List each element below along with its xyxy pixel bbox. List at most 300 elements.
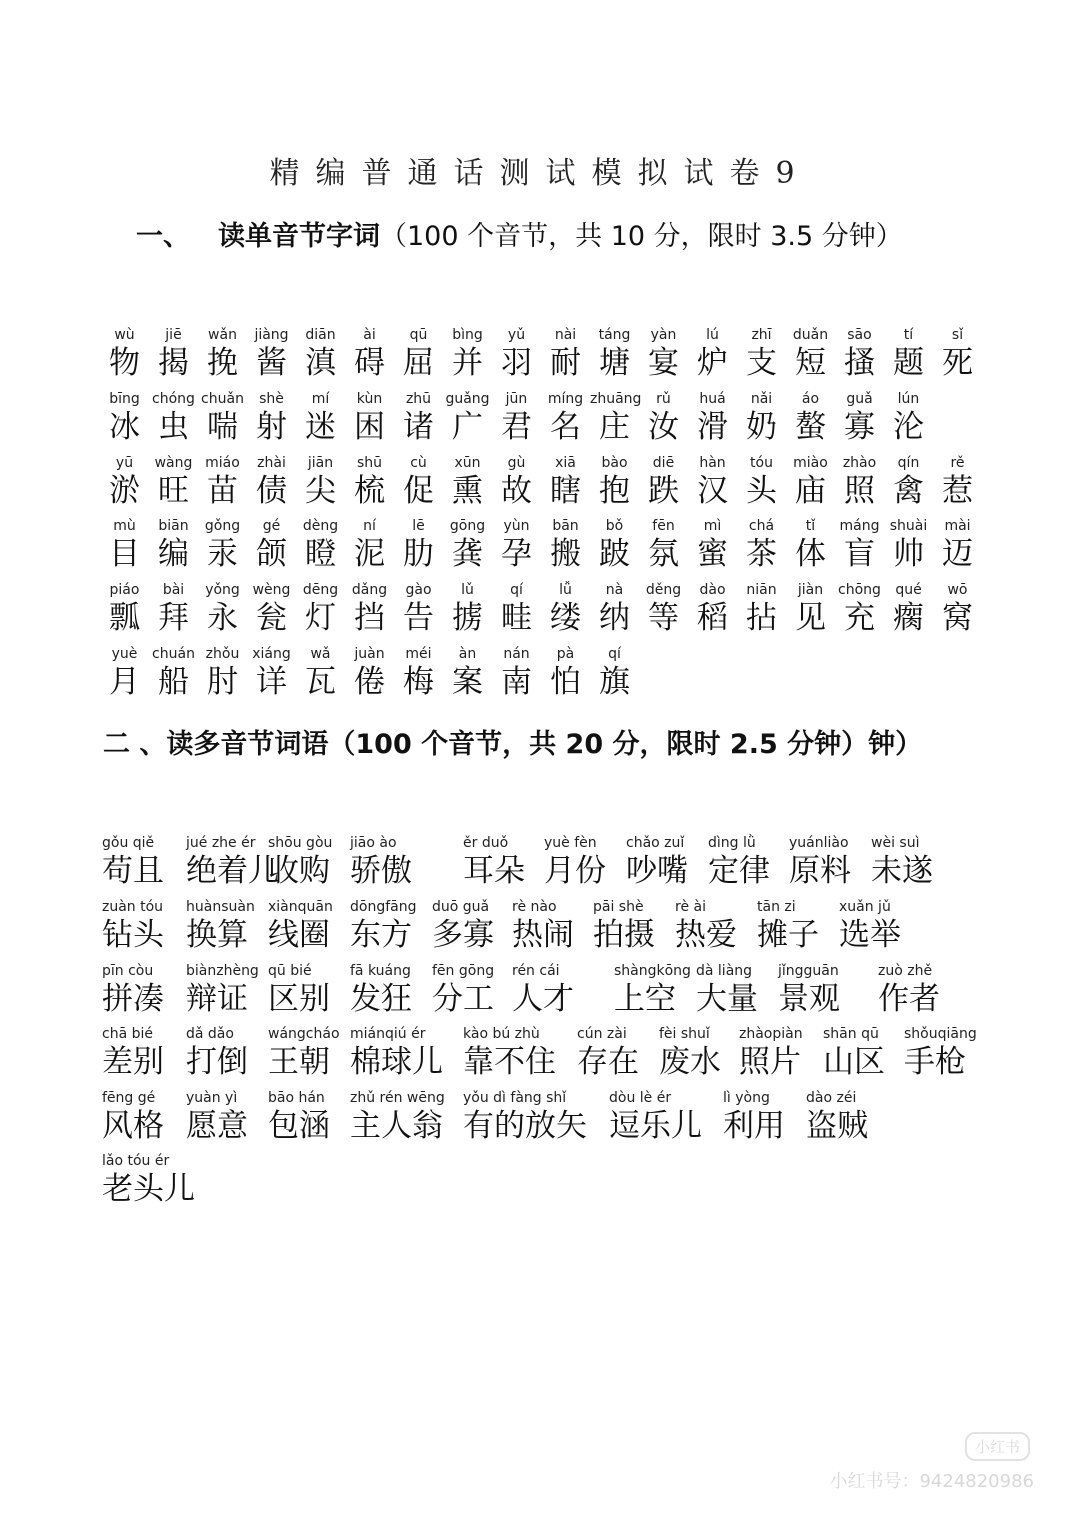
word-item [102, 962, 164, 1018]
char-cell [786, 517, 835, 573]
word-item [675, 898, 737, 954]
char-cell [639, 326, 688, 382]
page-title: 精编普通话测试模拟试卷9 [269, 156, 811, 191]
char-cell [737, 517, 786, 573]
word-hanzi: 景观 [778, 981, 840, 1017]
hanzi: 盲 [844, 536, 875, 572]
word-item [463, 1025, 556, 1081]
hanzi: 南 [501, 664, 532, 700]
word-pinyin: chā bié [102, 1026, 153, 1042]
hanzi: 怕 [550, 664, 581, 700]
char-cell [933, 581, 982, 637]
word-row [102, 1089, 1042, 1151]
pinyin: yàn [650, 327, 677, 343]
word-item [723, 1089, 785, 1145]
pinyin: lǔ [461, 582, 474, 598]
pinyin: mù [113, 518, 136, 534]
pinyin: hàn [699, 455, 726, 471]
pinyin: dào [699, 582, 726, 598]
word-item [739, 1025, 803, 1081]
watermark-text: 小红书号：9424820986 [829, 1471, 1034, 1492]
char-cell [590, 581, 639, 637]
word-hanzi: 东方 [350, 917, 412, 953]
word-item [593, 898, 655, 954]
word-item [904, 1025, 977, 1081]
hanzi: 目 [109, 536, 140, 572]
word-item [102, 834, 164, 890]
char-cell [835, 454, 884, 510]
char-cell [198, 517, 247, 573]
word-hanzi: 定律 [708, 853, 770, 889]
char-cell [737, 581, 786, 637]
hanzi: 惹 [942, 473, 973, 509]
char-cell [541, 390, 590, 446]
char-cell [884, 390, 933, 446]
pinyin: chōng [838, 582, 881, 598]
word-pinyin: fā kuáng [350, 963, 411, 979]
pinyin: yū [115, 455, 134, 471]
word-pinyin: zhàopiàn [739, 1026, 803, 1042]
pinyin: gào [405, 582, 432, 598]
char-row [100, 390, 1000, 450]
word-pinyin: qū bié [268, 963, 312, 979]
pinyin: biān [158, 518, 189, 534]
word-pinyin: wángcháo [268, 1026, 340, 1042]
hanzi: 迈 [942, 536, 973, 572]
word-item [708, 834, 770, 890]
word-pinyin: miánqiú ér [350, 1026, 426, 1042]
word-item [463, 1089, 587, 1145]
pinyin: lú [706, 327, 719, 343]
pinyin: qí [510, 582, 523, 598]
word-pinyin: shàngkōng [614, 963, 691, 979]
word-item [268, 962, 330, 1018]
word-item [102, 898, 164, 954]
word-hanzi: 照片 [739, 1044, 801, 1080]
word-hanzi: 耳朵 [463, 853, 525, 889]
word-hanzi: 靠不住 [463, 1044, 556, 1080]
pinyin: duǎn [792, 327, 829, 343]
char-cell [443, 517, 492, 573]
word-pinyin: rén cái [512, 963, 560, 979]
word-hanzi: 逗乐儿 [609, 1108, 702, 1144]
pinyin: sǐ [951, 327, 964, 343]
word-hanzi: 苟且 [102, 853, 164, 889]
word-item [350, 1089, 445, 1145]
word-item [614, 962, 691, 1018]
char-cell [198, 390, 247, 446]
char-cell [394, 390, 443, 446]
word-pinyin: dào zéi [806, 1090, 857, 1106]
word-hanzi: 摊子 [757, 917, 819, 953]
hanzi: 屈 [403, 345, 434, 381]
char-cell [541, 581, 590, 637]
pinyin: nǎi [750, 391, 773, 407]
hanzi: 体 [795, 536, 826, 572]
word-pinyin: cún zài [577, 1026, 627, 1042]
word-hanzi: 废水 [659, 1044, 721, 1080]
word-hanzi: 热爱 [675, 917, 737, 953]
pinyin: qū [409, 327, 428, 343]
pinyin: bǒ [605, 518, 624, 534]
word-pinyin: fèi shuǐ [659, 1026, 710, 1042]
word-hanzi: 大量 [696, 981, 758, 1017]
word-item [609, 1089, 702, 1145]
word-pinyin: dǎ dǎo [186, 1026, 234, 1042]
word-pinyin: dòu lè ér [609, 1090, 672, 1106]
word-pinyin: jǐngguān [778, 963, 839, 979]
hanzi: 苗 [207, 473, 238, 509]
word-hanzi: 包涵 [268, 1108, 330, 1144]
char-cell [296, 645, 345, 701]
word-hanzi: 打倒 [186, 1044, 248, 1080]
word-pinyin: zuàn tóu [102, 899, 164, 915]
pinyin: dèng [302, 518, 339, 534]
hanzi: 禽 [893, 473, 924, 509]
word-pinyin: biànzhèng [186, 963, 259, 979]
hanzi: 稻 [697, 600, 728, 636]
char-cell [492, 581, 541, 637]
char-cell [541, 517, 590, 573]
word-item [432, 962, 494, 1018]
hanzi: 碍 [354, 345, 385, 381]
word-hanzi: 钻头 [102, 917, 164, 953]
word-hanzi: 未遂 [871, 853, 933, 889]
word-hanzi: 愿意 [186, 1108, 248, 1144]
pinyin: ní [363, 518, 376, 534]
char-cell [590, 454, 639, 510]
pinyin: fēn [652, 518, 675, 534]
word-item [512, 962, 574, 1018]
char-cell [492, 390, 541, 446]
hanzi: 氛 [648, 536, 679, 572]
char-cell [198, 645, 247, 701]
section1-number: 一、 [136, 221, 190, 252]
char-row [100, 645, 1000, 705]
char-cell [149, 390, 198, 446]
pinyin: gù [507, 455, 526, 471]
word-pinyin: shān qū [823, 1026, 879, 1042]
hanzi: 充 [844, 600, 875, 636]
char-cell [394, 454, 443, 510]
char-cell [737, 454, 786, 510]
pinyin: juàn [354, 646, 385, 662]
word-pinyin: fēng gé [102, 1090, 156, 1106]
pinyin: máng [839, 518, 880, 534]
hanzi: 熏 [452, 473, 483, 509]
pinyin: diē [652, 455, 675, 471]
pinyin: rǔ [656, 391, 671, 407]
hanzi: 梅 [403, 664, 434, 700]
word-hanzi: 作者 [878, 981, 940, 1017]
word-hanzi: 上空 [614, 981, 676, 1017]
hanzi: 等 [648, 600, 679, 636]
word-hanzi: 发狂 [350, 981, 412, 1017]
hanzi: 汝 [648, 409, 679, 445]
word-item [839, 898, 901, 954]
word-pinyin: dìng lǜ [708, 835, 756, 851]
hanzi: 肘 [207, 664, 238, 700]
word-item [350, 962, 412, 1018]
char-cell [688, 581, 737, 637]
word-item [102, 1089, 164, 1145]
word-item [186, 1025, 248, 1081]
hanzi: 龚 [452, 536, 483, 572]
char-cell [492, 517, 541, 573]
char-row [100, 581, 1000, 641]
word-item [432, 898, 494, 954]
hanzi: 奶 [746, 409, 777, 445]
hanzi: 旺 [158, 473, 189, 509]
word-hanzi: 原料 [789, 853, 851, 889]
pinyin: nà [605, 582, 624, 598]
hanzi: 庙 [795, 473, 826, 509]
char-cell [639, 581, 688, 637]
char-cell [247, 517, 296, 573]
char-cell [443, 454, 492, 510]
hanzi: 宴 [648, 345, 679, 381]
word-pinyin: fēn gōng [432, 963, 495, 979]
char-cell [737, 326, 786, 382]
word-item [102, 1152, 195, 1208]
word-pinyin: yuàn yì [186, 1090, 238, 1106]
word-hanzi: 骄傲 [350, 853, 412, 889]
word-pinyin: pīn còu [102, 963, 154, 979]
word-item [186, 834, 279, 890]
pinyin: lún [897, 391, 920, 407]
char-cell [247, 581, 296, 637]
hanzi: 并 [452, 345, 483, 381]
hanzi: 见 [795, 600, 826, 636]
hanzi: 拜 [158, 600, 189, 636]
pinyin: shū [356, 455, 383, 471]
pinyin: mì [703, 518, 722, 534]
word-hanzi: 老头儿 [102, 1171, 195, 1207]
char-cell [688, 326, 737, 382]
hanzi: 船 [158, 664, 189, 700]
pinyin: pà [556, 646, 575, 662]
word-item [268, 834, 332, 890]
hanzi: 揭 [158, 345, 189, 381]
word-item [806, 1089, 868, 1145]
pinyin: yǒng [205, 582, 240, 598]
word-row [102, 962, 1042, 1024]
hanzi: 挡 [354, 600, 385, 636]
hanzi: 汉 [697, 473, 728, 509]
word-item [789, 834, 851, 890]
char-cell [296, 326, 345, 382]
char-cell [786, 326, 835, 382]
hanzi: 酱 [256, 345, 287, 381]
char-cell [198, 326, 247, 382]
word-pinyin: lì yòng [723, 1090, 770, 1106]
char-cell [345, 454, 394, 510]
char-cell [100, 645, 149, 701]
hanzi: 诸 [403, 409, 434, 445]
pinyin: guǎ [846, 391, 873, 407]
word-pinyin: shǒuqiāng [904, 1026, 977, 1042]
pinyin: wèng [252, 582, 291, 598]
hanzi: 搔 [844, 345, 875, 381]
hanzi: 掳 [452, 600, 483, 636]
pinyin: qín [897, 455, 920, 471]
pinyin: jiàn [797, 582, 824, 598]
word-pinyin: xiànquān [268, 899, 333, 915]
hanzi: 寡 [844, 409, 875, 445]
pinyin: bào [601, 455, 628, 471]
word-item [544, 834, 606, 890]
pinyin: míng [547, 391, 584, 407]
word-item [102, 1025, 164, 1081]
word-hanzi: 线圈 [268, 917, 330, 953]
hanzi: 肋 [403, 536, 434, 572]
hanzi: 淤 [109, 473, 140, 509]
word-item [350, 1025, 443, 1081]
pinyin: rě [950, 455, 965, 471]
pinyin: lǚ [559, 582, 572, 598]
word-item [871, 834, 933, 890]
word-hanzi: 存在 [577, 1044, 639, 1080]
word-pinyin: dōngfāng [350, 899, 417, 915]
word-item [463, 834, 525, 890]
char-cell [590, 517, 639, 573]
pinyin: wù [114, 327, 135, 343]
pinyin: bān [552, 518, 579, 534]
char-cell [541, 326, 590, 382]
char-cell [247, 454, 296, 510]
char-cell [296, 517, 345, 573]
char-cell [394, 326, 443, 382]
char-cell [100, 517, 149, 573]
hanzi: 支 [746, 345, 777, 381]
hanzi: 题 [893, 345, 924, 381]
char-cell [100, 390, 149, 446]
pinyin: chóng [152, 391, 195, 407]
word-pinyin: rè nào [512, 899, 557, 915]
char-cell [443, 645, 492, 701]
pinyin: yǔ [507, 327, 526, 343]
word-pinyin: rè ài [675, 899, 706, 915]
hanzi: 孕 [501, 536, 532, 572]
pinyin: zhuāng [590, 391, 642, 407]
hanzi: 梳 [354, 473, 385, 509]
word-item [268, 1089, 330, 1145]
char-cell [639, 454, 688, 510]
pinyin: tóu [750, 455, 773, 471]
section1-title: 读单音节字词 [218, 221, 380, 252]
pinyin: huá [699, 391, 726, 407]
word-hanzi: 棉球儿 [350, 1044, 443, 1080]
hanzi: 瓢 [109, 600, 140, 636]
hanzi: 瓮 [256, 600, 287, 636]
char-cell [345, 581, 394, 637]
pinyin: jiān [307, 455, 334, 471]
hanzi: 尖 [305, 473, 336, 509]
word-hanzi: 热闹 [512, 917, 574, 953]
word-hanzi: 分工 [432, 981, 494, 1017]
pinyin: bài [162, 582, 185, 598]
pinyin: cù [410, 455, 427, 471]
word-hanzi: 人才 [512, 981, 574, 1017]
word-item [512, 898, 574, 954]
hanzi: 倦 [354, 664, 385, 700]
pinyin: ài [363, 327, 376, 343]
word-row [102, 1025, 1042, 1087]
pinyin: jūn [505, 391, 528, 407]
pinyin: jiē [165, 327, 182, 343]
char-cell [443, 326, 492, 382]
word-pinyin: duō guǎ [432, 899, 490, 915]
char-cell [688, 390, 737, 446]
char-row [100, 454, 1000, 514]
char-cell [149, 517, 198, 573]
hanzi: 窝 [942, 600, 973, 636]
word-pinyin: bāo hán [268, 1090, 325, 1106]
pinyin: wō [947, 582, 968, 598]
word-item [823, 1025, 885, 1081]
hanzi: 拈 [746, 600, 777, 636]
hanzi: 死 [942, 345, 973, 381]
char-cell [786, 454, 835, 510]
hanzi: 广 [452, 409, 483, 445]
char-cell [688, 517, 737, 573]
word-pinyin: kào bú zhù [463, 1026, 540, 1042]
word-pinyin: yuè fèn [544, 835, 597, 851]
char-cell [590, 645, 639, 701]
pinyin: sāo [847, 327, 872, 343]
hanzi: 缕 [550, 600, 581, 636]
char-cell [345, 517, 394, 573]
word-pinyin: dà liàng [696, 963, 753, 979]
char-cell [933, 517, 982, 573]
word-item [186, 1089, 248, 1145]
pinyin: jiàng [254, 327, 289, 343]
pinyin: chuán [152, 646, 195, 662]
hanzi: 灯 [305, 600, 336, 636]
pinyin: yùn [503, 518, 530, 534]
word-pinyin: zhǔ rén wēng [350, 1090, 445, 1106]
pinyin: méi [405, 646, 432, 662]
word-hanzi: 区别 [268, 981, 330, 1017]
pinyin: xiā [555, 455, 576, 471]
word-hanzi: 绝着儿 [186, 853, 279, 889]
pinyin: kùn [356, 391, 383, 407]
pinyin: yuè [111, 646, 138, 662]
hanzi: 故 [501, 473, 532, 509]
word-hanzi: 收购 [268, 853, 330, 889]
hanzi: 跛 [599, 536, 630, 572]
pinyin: dǎng [351, 582, 388, 598]
char-cell [737, 390, 786, 446]
word-item [350, 834, 412, 890]
char-cell [786, 581, 835, 637]
hanzi: 庄 [599, 409, 630, 445]
char-cell [345, 645, 394, 701]
char-cell [296, 581, 345, 637]
pinyin: guǎng [445, 391, 490, 407]
char-cell [933, 326, 982, 382]
word-item [778, 962, 840, 1018]
char-cell [639, 517, 688, 573]
word-item [878, 962, 940, 1018]
word-item [659, 1025, 721, 1081]
hanzi: 瞎 [550, 473, 581, 509]
word-item [696, 962, 758, 1018]
char-cell [394, 645, 443, 701]
hanzi: 塘 [599, 345, 630, 381]
word-hanzi: 多寡 [432, 917, 494, 953]
hanzi: 跌 [648, 473, 679, 509]
